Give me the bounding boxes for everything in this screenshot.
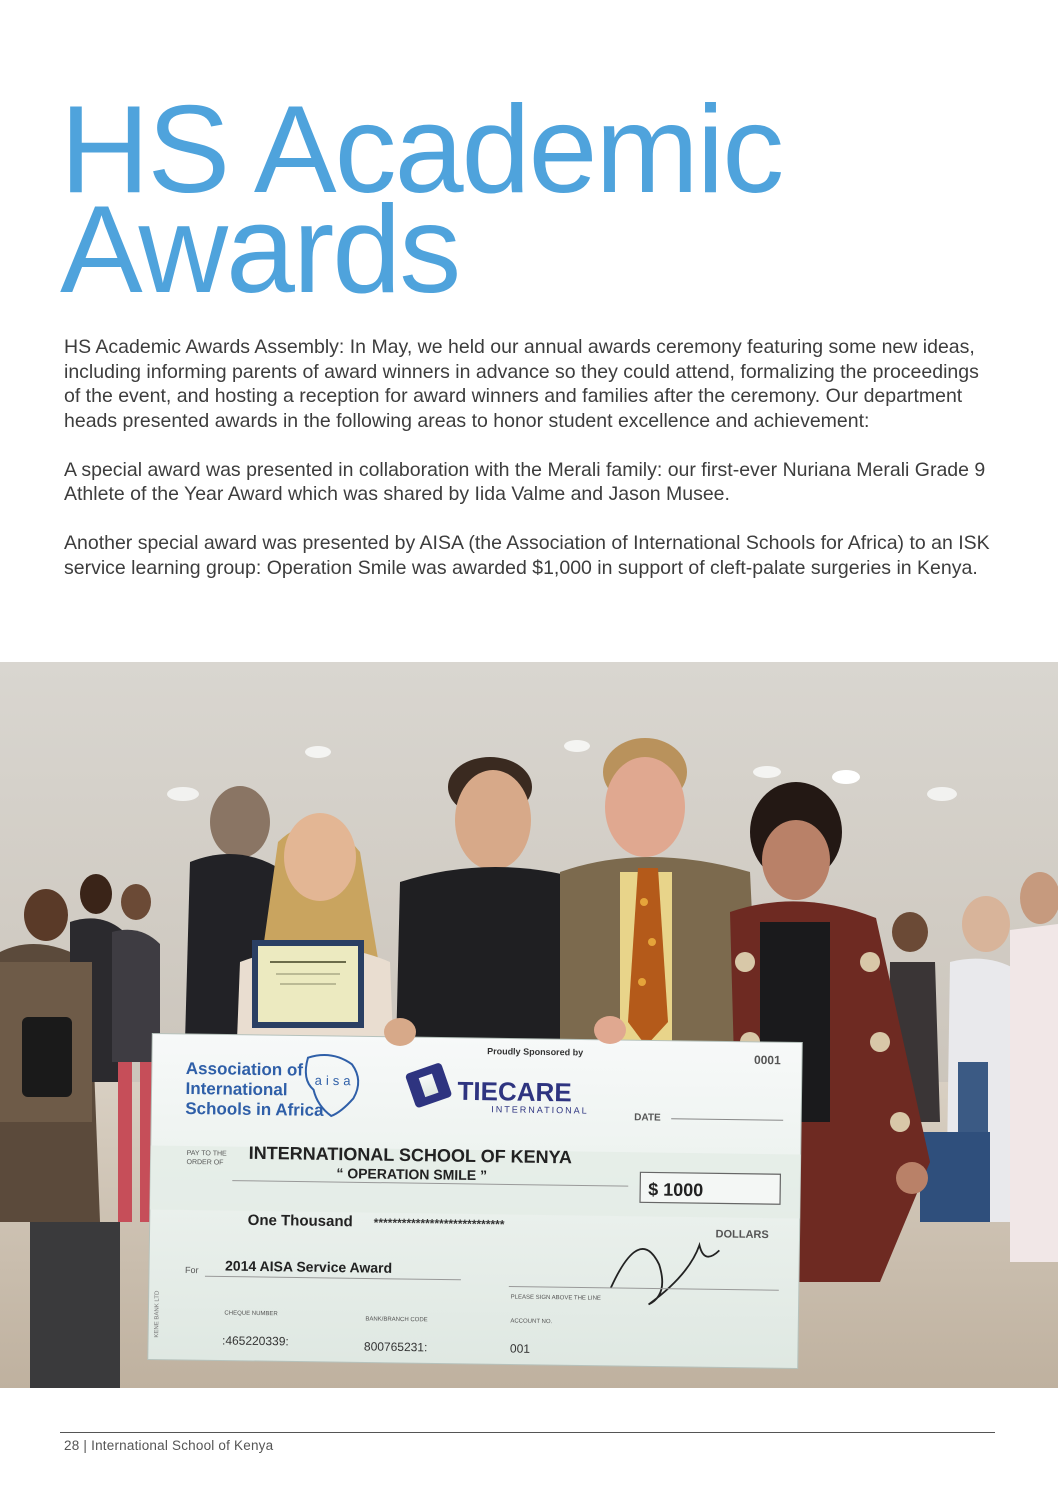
account-label: ACCOUNT NO.: [510, 1318, 553, 1326]
amount-words: One Thousand: [247, 1211, 353, 1231]
hand: [594, 1016, 626, 1044]
memo-text: 2014 AISA Service Award: [224, 1257, 393, 1276]
paragraph-aisa-award: Another special award was presented by AISA (the Association of International Schools for Africa) to an ISK service learning group: Operation Smile was awarded $1,000 in support of cleft-palate surgeries in Kenya.: [64, 532, 990, 579]
page-title: [60, 81, 783, 319]
publication-name: International School of Kenya: [91, 1438, 274, 1453]
aisa-org-line-3: Schools in Africa: [185, 1098, 324, 1120]
for-label: For: [184, 1264, 199, 1276]
page-title-line-1: HS Academic: [60, 81, 783, 219]
ceremonial-cheque: [148, 1033, 802, 1368]
paragraph-merali-award: A special award was presented in collaboration with the Merali family: our first-ever Nuriana Merali Grade 9 Athlete of the Year Award which was shared by Iida Valme and Jason Musee.: [64, 458, 986, 505]
date-label: DATE: [634, 1112, 661, 1124]
amount-stars: ****************************: [373, 1215, 505, 1232]
ceiling-light: [564, 740, 590, 752]
pay-to-label-1: PAY TO THE: [186, 1149, 227, 1158]
footer-separator: |: [83, 1438, 88, 1453]
article-body: [64, 335, 999, 605]
ceiling-light: [305, 746, 331, 758]
aisa-org-line-2: International: [185, 1078, 288, 1100]
payee-line-2: “ OPERATION SMILE ”: [336, 1165, 488, 1184]
dollars-label: DOLLARS: [715, 1228, 769, 1242]
amount-value: $ 1000: [648, 1179, 704, 1201]
cheque-number-label: CHEQUE NUMBER: [224, 1310, 278, 1318]
aisa-org-line-1: Association of: [185, 1058, 304, 1080]
micr-account-number: 001: [509, 1341, 531, 1356]
bank-side-text: KENE BANK LTD: [154, 1290, 161, 1338]
page-number: 28: [64, 1438, 80, 1453]
sponsor-sub: INTERNATIONAL: [491, 1104, 589, 1116]
cheque-number: 0001: [753, 1052, 781, 1068]
ceiling-light: [927, 787, 957, 801]
hand: [384, 1018, 416, 1046]
bank-code-label: BANK/BRANCH CODE: [365, 1316, 428, 1324]
ceiling-light: [753, 766, 781, 778]
micr-cheque-number: :465220339:: [221, 1333, 289, 1349]
footer-divider: [60, 1432, 995, 1433]
pay-to-label-2: ORDER OF: [186, 1158, 224, 1167]
sign-label: PLEASE SIGN ABOVE THE LINE: [510, 1294, 601, 1302]
paragraph-assembly: HS Academic Awards Assembly: In May, we held our annual awards ceremony featuring some new ideas, including informing parents of award winners in advance so they could attend, formalizing the proceedings of the event, and hosting a reception for award winners and families after the ceremony. Our department heads presented awards in the following areas to honor student excellence and achievement:: [64, 336, 979, 432]
page-title-line-2: Awards: [60, 181, 460, 319]
ceiling-light: [167, 787, 199, 801]
ceiling-light: [832, 770, 860, 784]
micr-bank-code: 800765231:: [363, 1339, 428, 1355]
award-photo: [0, 662, 1058, 1388]
aisa-letters: aisa: [314, 1072, 355, 1089]
sponsor-name: TIECARE: [457, 1075, 572, 1108]
sponsor-caption: Proudly Sponsored by: [487, 1046, 584, 1058]
payee-line-1: INTERNATIONAL SCHOOL OF KENYA: [248, 1142, 573, 1168]
page-footer: [64, 1438, 273, 1453]
hand: [896, 1162, 928, 1194]
